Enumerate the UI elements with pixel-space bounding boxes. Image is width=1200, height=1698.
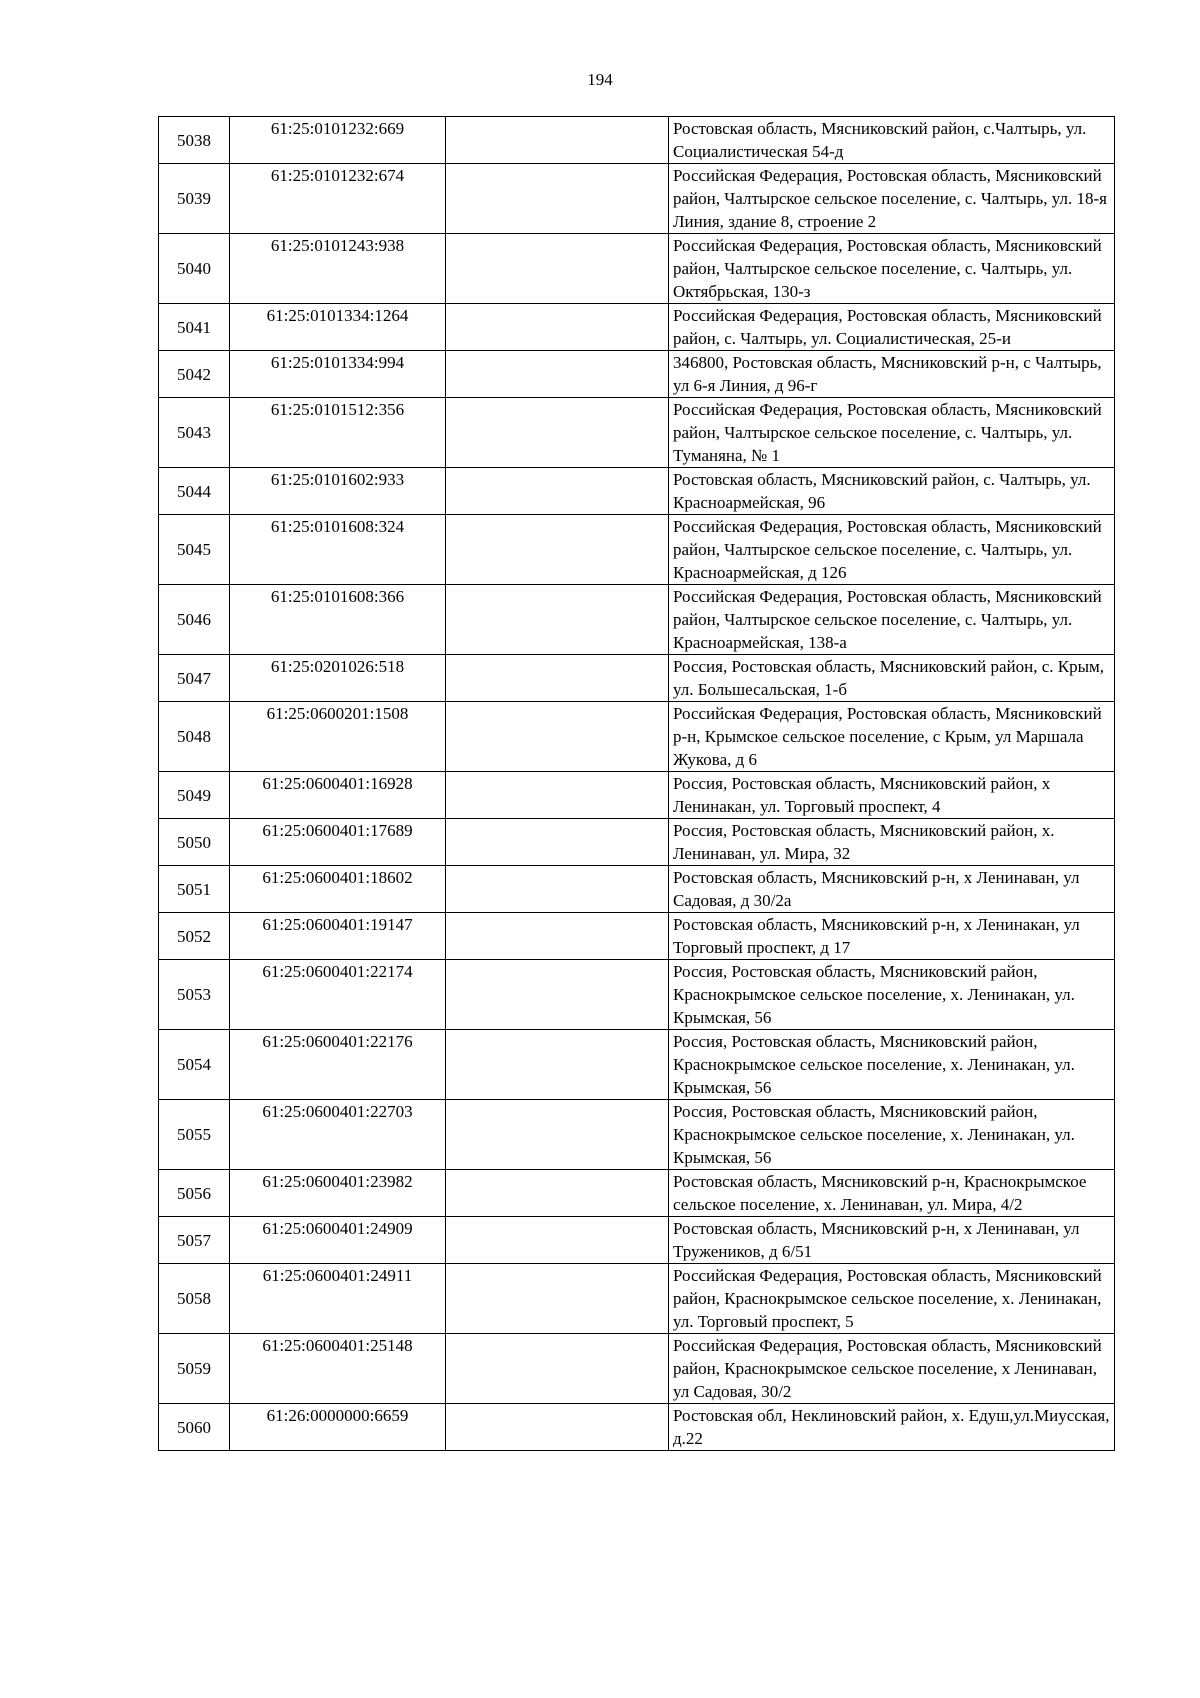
- row-number-cell: 5055: [159, 1100, 230, 1170]
- table-row: [159, 1217, 1115, 1264]
- table-row: [159, 819, 1115, 866]
- table-row: [159, 866, 1115, 913]
- table-row: [159, 515, 1115, 585]
- empty-cell: [446, 164, 669, 234]
- address-cell: Российская Федерация, Ростовская область, Мясниковский район, Чалтырское сельское поселение, с. Чалтырь, ул. Красноармейская, 138-а: [669, 585, 1115, 655]
- empty-cell: [446, 1404, 669, 1451]
- address-cell: Ростовская обл, Неклиновский район, х. Едуш,ул.Миусская, д.22: [669, 1404, 1115, 1451]
- row-number-cell: 5046: [159, 585, 230, 655]
- cadastral-number-cell: 61:25:0600401:25148: [230, 1334, 446, 1404]
- address-cell: Россия, Ростовская область, Мясниковский район, с. Крым, ул. Большесальская, 1-б: [669, 655, 1115, 702]
- empty-cell: [446, 913, 669, 960]
- row-number-cell: 5054: [159, 1030, 230, 1100]
- cadastral-number-cell: 61:25:0101602:933: [230, 468, 446, 515]
- row-number-cell: 5053: [159, 960, 230, 1030]
- page-number: 194: [587, 70, 613, 89]
- address-cell: 346800, Ростовская область, Мясниковский р-н, с Чалтырь, ул 6-я Линия, д 96-г: [669, 351, 1115, 398]
- empty-cell: [446, 398, 669, 468]
- cadastral-number-cell: 61:25:0600401:18602: [230, 866, 446, 913]
- empty-cell: [446, 772, 669, 819]
- cadastral-number-cell: 61:25:0600401:19147: [230, 913, 446, 960]
- table-row: [159, 960, 1115, 1030]
- cadastral-number-cell: 61:25:0101334:1264: [230, 304, 446, 351]
- address-cell: Российская Федерация, Ростовская область, Мясниковский район, Чалтырское сельское поселение, с. Чалтырь, ул. Красноармейская, д 126: [669, 515, 1115, 585]
- empty-cell: [446, 866, 669, 913]
- address-cell: Россия, Ростовская область, Мясниковский район, х. Ленинаван, ул. Мира, 32: [669, 819, 1115, 866]
- empty-cell: [446, 304, 669, 351]
- row-number-cell: 5060: [159, 1404, 230, 1451]
- row-number-cell: 5042: [159, 351, 230, 398]
- cadastral-number-cell: 61:25:0600201:1508: [230, 702, 446, 772]
- cadastral-number-cell: 61:25:0201026:518: [230, 655, 446, 702]
- cadastral-number-cell: 61:25:0600401:22174: [230, 960, 446, 1030]
- empty-cell: [446, 351, 669, 398]
- cadastral-number-cell: 61:25:0600401:16928: [230, 772, 446, 819]
- address-cell: Российская Федерация, Ростовская область, Мясниковский р-н, Крымское сельское поселение, с Крым, ул Маршала Жукова, д 6: [669, 702, 1115, 772]
- address-cell: Россия, Ростовская область, Мясниковский район, х Ленинакан, ул. Торговый проспект, 4: [669, 772, 1115, 819]
- cadastral-number-cell: 61:25:0600401:23982: [230, 1170, 446, 1217]
- table-row: [159, 398, 1115, 468]
- address-cell: Ростовская область, Мясниковский район, с. Чалтырь, ул. Красноармейская, 96: [669, 468, 1115, 515]
- cadastral-number-cell: 61:25:0101608:324: [230, 515, 446, 585]
- row-number-cell: 5056: [159, 1170, 230, 1217]
- address-cell: Российская Федерация, Ростовская область, Мясниковский район, Чалтырское сельское поселение, с. Чалтырь, ул. Октябрьская, 130-з: [669, 234, 1115, 304]
- empty-cell: [446, 1030, 669, 1100]
- cadastral-number-cell: 61:25:0600401:22703: [230, 1100, 446, 1170]
- cadastral-number-cell: 61:25:0101232:669: [230, 117, 446, 164]
- address-cell: Ростовская область, Мясниковский р-н, Краснокрымское сельское поселение, х. Ленинаван, ул. Мира, 4/2: [669, 1170, 1115, 1217]
- cadastral-number-cell: 61:25:0101243:938: [230, 234, 446, 304]
- row-number-cell: 5038: [159, 117, 230, 164]
- table-row: [159, 1170, 1115, 1217]
- address-cell: Ростовская область, Мясниковский р-н, х Ленинаван, ул Тружеников, д 6/51: [669, 1217, 1115, 1264]
- row-number-cell: 5052: [159, 913, 230, 960]
- address-cell: Российская Федерация, Ростовская область, Мясниковский район, Краснокрымское сельское поселение, х Ленинаван, ул Садовая, 30/2: [669, 1334, 1115, 1404]
- table-row: [159, 351, 1115, 398]
- row-number-cell: 5043: [159, 398, 230, 468]
- table-row: [159, 468, 1115, 515]
- empty-cell: [446, 234, 669, 304]
- row-number-cell: 5058: [159, 1264, 230, 1334]
- table-row: [159, 585, 1115, 655]
- cadastral-number-cell: 61:25:0600401:22176: [230, 1030, 446, 1100]
- row-number-cell: 5040: [159, 234, 230, 304]
- address-cell: Россия, Ростовская область, Мясниковский район, Краснокрымское сельское поселение, х. Ленинакан, ул. Крымская, 56: [669, 1100, 1115, 1170]
- address-cell: Ростовская область, Мясниковский р-н, х Ленинаван, ул Садовая, д 30/2а: [669, 866, 1115, 913]
- row-number-cell: 5050: [159, 819, 230, 866]
- empty-cell: [446, 960, 669, 1030]
- empty-cell: [446, 1100, 669, 1170]
- row-number-cell: 5049: [159, 772, 230, 819]
- empty-cell: [446, 585, 669, 655]
- registry-table-body: [159, 117, 1115, 1451]
- address-cell: Российская Федерация, Ростовская область, Мясниковский район, Чалтырское сельское поселение, с. Чалтырь, ул. 18-я Линия, здание 8, строение 2: [669, 164, 1115, 234]
- row-number-cell: 5041: [159, 304, 230, 351]
- address-cell: Российская Федерация, Ростовская область, Мясниковский район, с. Чалтырь, ул. Социалистическая, 25-и: [669, 304, 1115, 351]
- address-cell: Российская Федерация, Ростовская область, Мясниковский район, Краснокрымское сельское поселение, х. Ленинакан, ул. Торговый проспект, 5: [669, 1264, 1115, 1334]
- row-number-cell: 5039: [159, 164, 230, 234]
- cadastral-number-cell: 61:25:0600401:24909: [230, 1217, 446, 1264]
- table-row: [159, 702, 1115, 772]
- address-cell: Россия, Ростовская область, Мясниковский район, Краснокрымское сельское поселение, х. Ленинакан, ул. Крымская, 56: [669, 960, 1115, 1030]
- cadastral-number-cell: 61:25:0101512:356: [230, 398, 446, 468]
- empty-cell: [446, 1217, 669, 1264]
- cadastral-number-cell: 61:25:0101608:366: [230, 585, 446, 655]
- empty-cell: [446, 702, 669, 772]
- row-number-cell: 5048: [159, 702, 230, 772]
- table-row: [159, 234, 1115, 304]
- empty-cell: [446, 819, 669, 866]
- empty-cell: [446, 655, 669, 702]
- table-row: [159, 1404, 1115, 1451]
- cadastral-number-cell: 61:26:0000000:6659: [230, 1404, 446, 1451]
- cadastral-number-cell: 61:25:0600401:24911: [230, 1264, 446, 1334]
- table-row: [159, 1030, 1115, 1100]
- cadastral-registry-table: [158, 116, 1115, 1451]
- table-row: [159, 913, 1115, 960]
- address-cell: Российская Федерация, Ростовская область, Мясниковский район, Чалтырское сельское поселение, с. Чалтырь, ул. Туманяна, № 1: [669, 398, 1115, 468]
- row-number-cell: 5044: [159, 468, 230, 515]
- cadastral-number-cell: 61:25:0600401:17689: [230, 819, 446, 866]
- table-row: [159, 164, 1115, 234]
- row-number-cell: 5059: [159, 1334, 230, 1404]
- empty-cell: [446, 117, 669, 164]
- table-row: [159, 1264, 1115, 1334]
- address-cell: Россия, Ростовская область, Мясниковский район, Краснокрымское сельское поселение, х. Ленинакан, ул. Крымская, 56: [669, 1030, 1115, 1100]
- table-row: [159, 1334, 1115, 1404]
- address-cell: Ростовская область, Мясниковский р-н, х Ленинакан, ул Торговый проспект, д 17: [669, 913, 1115, 960]
- table-row: [159, 304, 1115, 351]
- row-number-cell: 5047: [159, 655, 230, 702]
- empty-cell: [446, 515, 669, 585]
- empty-cell: [446, 1334, 669, 1404]
- table-row: [159, 772, 1115, 819]
- table-row: [159, 1100, 1115, 1170]
- table-row: [159, 117, 1115, 164]
- row-number-cell: 5045: [159, 515, 230, 585]
- empty-cell: [446, 1170, 669, 1217]
- empty-cell: [446, 468, 669, 515]
- empty-cell: [446, 1264, 669, 1334]
- cadastral-number-cell: 61:25:0101232:674: [230, 164, 446, 234]
- address-cell: Ростовская область, Мясниковский район, с.Чалтырь, ул. Социалистическая 54-д: [669, 117, 1115, 164]
- row-number-cell: 5057: [159, 1217, 230, 1264]
- table-row: [159, 655, 1115, 702]
- row-number-cell: 5051: [159, 866, 230, 913]
- cadastral-number-cell: 61:25:0101334:994: [230, 351, 446, 398]
